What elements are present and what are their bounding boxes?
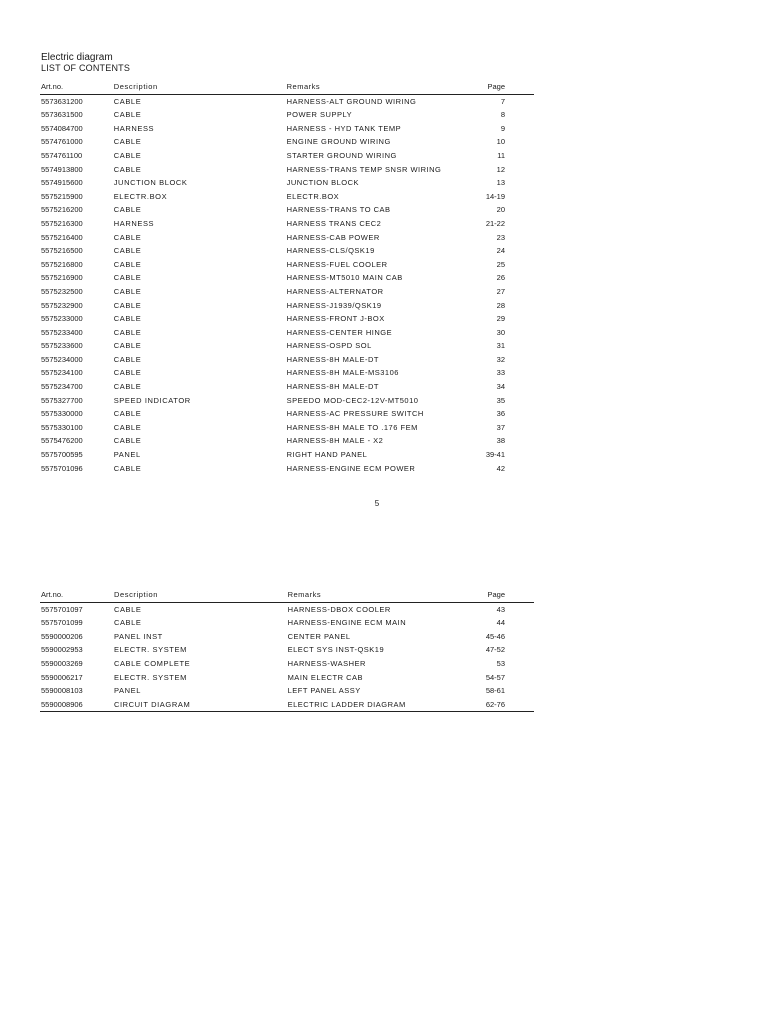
column-header-description: Description (113, 588, 287, 602)
table-row (40, 217, 534, 231)
cell-artno: 5575234700 (41, 382, 83, 392)
table-row (40, 339, 534, 353)
cell-page: 37 (496, 422, 505, 432)
cell-page: 11 (497, 150, 505, 160)
cell-artno: 5575701096 (41, 463, 83, 473)
table-row (40, 176, 534, 190)
table-row (40, 149, 534, 163)
cell-remarks: HARNESS-WASHER (287, 658, 366, 668)
cell-remarks: HARNESS-DBOX COOLER (287, 604, 391, 614)
cell-remarks: HARNESS-J1939/QSK19 (286, 300, 382, 310)
cell-remarks: JUNCTION BLOCK (286, 178, 360, 188)
cell-description: CABLE (113, 422, 142, 432)
table-row (40, 698, 534, 712)
cell-description: CABLE (113, 150, 142, 160)
cell-artno: 5574913800 (41, 164, 83, 174)
column-header-remarks: Remarks (286, 80, 485, 94)
column-header-artno: Art.no. (40, 588, 113, 602)
cell-page: 21-22 (485, 218, 505, 228)
table-row (40, 434, 534, 448)
cell-page: 10 (496, 137, 505, 147)
cell-description: CABLE (113, 137, 142, 147)
cell-artno: 5575234100 (41, 368, 83, 378)
table-row (40, 285, 534, 299)
cell-artno: 5575476200 (41, 436, 83, 446)
table-row (40, 244, 534, 258)
cell-description: PANEL INST (113, 631, 163, 641)
column-header-remarks: Remarks (287, 588, 485, 602)
cell-description: CABLE (113, 409, 142, 419)
cell-artno: 5575330100 (41, 422, 83, 432)
table-row (40, 271, 534, 285)
document-subtitle: LIST OF CONTENTS (41, 63, 131, 73)
cell-artno: 5575216200 (41, 205, 83, 215)
cell-description: CABLE (113, 300, 142, 310)
cell-remarks: HARNESS-TRANS TO CAB (286, 205, 391, 215)
document-title: Electric diagram (41, 52, 113, 63)
cell-description: CIRCUIT DIAGRAM (113, 698, 287, 712)
cell-description: CABLE (113, 618, 142, 628)
cell-page: 45-46 (485, 631, 505, 641)
table-row (40, 163, 534, 177)
cell-remarks: HARNESS TRANS CEC2 (286, 218, 382, 228)
cell-page: 20 (496, 205, 505, 215)
cell-artno: 5575701097 (41, 604, 83, 614)
cell-page: 14-19 (485, 191, 505, 201)
cell-description: PANEL (113, 686, 141, 696)
cell-remarks: HARNESS-CLS/QSK19 (286, 246, 375, 256)
table-row (40, 684, 534, 698)
cell-description: CABLE (113, 286, 142, 296)
cell-page: 39-41 (485, 450, 505, 460)
cell-page: 24 (496, 246, 505, 256)
cell-remarks: HARNESS - HYD TANK TEMP (286, 123, 402, 133)
cell-artno: 5575234000 (41, 354, 83, 364)
cell-artno: 5590008906 (40, 698, 113, 712)
table-row (40, 94, 534, 108)
column-header-artno: Art.no. (40, 80, 113, 94)
cell-description: CABLE (113, 232, 142, 242)
cell-remarks: ELECTR.BOX (286, 191, 340, 201)
cell-description: CABLE (113, 604, 142, 614)
cell-artno: 5575216900 (41, 273, 83, 283)
table-row (40, 190, 534, 204)
cell-page: 8 (500, 110, 505, 120)
cell-page: 27 (496, 286, 505, 296)
cell-description: ELECTR. SYSTEM (113, 645, 187, 655)
cell-remarks: HARNESS-MT5010 MAIN CAB (286, 273, 403, 283)
cell-page: 31 (496, 341, 505, 351)
cell-page: 62-76 (485, 698, 534, 712)
cell-remarks: HARNESS-CENTER HINGE (286, 327, 393, 337)
table-row (40, 353, 534, 367)
table-row (40, 394, 534, 408)
cell-artno: 5575233000 (41, 314, 83, 324)
cell-remarks: HARNESS-ENGINE ECM POWER (286, 463, 416, 473)
table-row (40, 231, 534, 245)
cell-remarks: ELECT SYS INST-QSK19 (287, 645, 385, 655)
cell-artno: 5575700595 (41, 450, 83, 460)
cell-remarks: ELECTRIC LADDER DIAGRAM (287, 698, 485, 712)
table-row (40, 657, 534, 671)
column-header-description: Description (113, 80, 286, 94)
cell-page: 29 (496, 314, 505, 324)
cell-page: 34 (496, 382, 505, 392)
cell-description: JUNCTION BLOCK (113, 178, 188, 188)
cell-remarks: HARNESS-8H MALE TO .176 FEM (286, 422, 418, 432)
cell-description: ELECTR.BOX (113, 191, 168, 201)
cell-remarks: HARNESS-TRANS TEMP SNSR WIRING (286, 164, 442, 174)
cell-artno: 5575701099 (41, 618, 83, 628)
cell-description: CABLE (113, 246, 142, 256)
cell-artno: 5590006217 (41, 672, 83, 682)
cell-artno: 5574761000 (41, 137, 83, 147)
cell-remarks: STARTER GROUND WIRING (286, 150, 397, 160)
cell-remarks: MAIN ELECTR CAB (287, 672, 363, 682)
cell-artno: 5575232900 (41, 300, 83, 310)
cell-description: CABLE (113, 368, 142, 378)
cell-description: SPEED INDICATOR (113, 395, 191, 405)
table-row (40, 671, 534, 685)
cell-artno: 5575216500 (41, 246, 83, 256)
cell-artno: 5575330000 (41, 409, 83, 419)
cell-artno: 5575327700 (41, 395, 83, 405)
cell-artno: 5575216300 (41, 218, 83, 228)
cell-page: 25 (496, 259, 505, 269)
cell-remarks: ENGINE GROUND WIRING (286, 137, 391, 147)
cell-artno: 5575233400 (41, 327, 83, 337)
cell-description: CABLE (113, 273, 142, 283)
table-row (40, 122, 534, 136)
table-row (40, 380, 534, 394)
cell-remarks: SPEEDO MOD-CEC2-12V-MT5010 (286, 395, 419, 405)
cell-description: CABLE (113, 110, 142, 120)
cell-page: 44 (496, 618, 505, 628)
cell-page: 38 (496, 436, 505, 446)
cell-remarks: HARNESS-8H MALE-MS3106 (286, 368, 399, 378)
cell-artno: 5590008103 (41, 686, 83, 696)
cell-description: CABLE (113, 314, 142, 324)
cell-remarks: HARNESS-8H MALE-DT (286, 354, 379, 364)
cell-remarks: HARNESS-ENGINE ECM MAIN (287, 618, 407, 628)
cell-page: 42 (496, 463, 505, 473)
cell-description: PANEL (113, 450, 141, 460)
cell-remarks: HARNESS-FRONT J-BOX (286, 314, 385, 324)
cell-description: CABLE (113, 205, 142, 215)
cell-remarks: RIGHT HAND PANEL (286, 450, 368, 460)
cell-artno: 5575216400 (41, 232, 83, 242)
cell-page: 36 (496, 409, 505, 419)
cell-artno: 5590000206 (41, 631, 83, 641)
cell-page: 47-52 (485, 645, 505, 655)
cell-page: 7 (500, 96, 505, 106)
cell-remarks: HARNESS-CAB POWER (286, 232, 380, 242)
cell-artno: 5575215900 (41, 191, 83, 201)
cell-artno: 5575233600 (41, 341, 83, 351)
cell-artno: 5574915600 (41, 178, 83, 188)
table-row (40, 203, 534, 217)
cell-description: CABLE (113, 354, 142, 364)
cell-artno: 5590002953 (41, 645, 83, 655)
cell-page: 30 (496, 327, 505, 337)
cell-page: 33 (496, 368, 505, 378)
column-header-page: Page (485, 588, 534, 602)
table-header-row (40, 588, 534, 602)
table-row (40, 643, 534, 657)
table-header-row (40, 80, 534, 94)
cell-description: CABLE (113, 259, 142, 269)
cell-description: CABLE COMPLETE (113, 658, 191, 668)
cell-page: 9 (500, 123, 505, 133)
table-row (40, 602, 534, 616)
cell-page: 53 (496, 658, 505, 668)
cell-page: 28 (496, 300, 505, 310)
cell-remarks: HARNESS-FUEL COOLER (286, 259, 388, 269)
table-row (40, 448, 534, 462)
cell-page: 54-57 (485, 672, 505, 682)
table-row (40, 326, 534, 340)
cell-artno: 5575232500 (41, 286, 83, 296)
cell-remarks: HARNESS-8H MALE - X2 (286, 436, 384, 446)
page-number: 5 (374, 499, 380, 508)
cell-page: 13 (496, 178, 505, 188)
cell-description: CABLE (113, 341, 142, 351)
table-row (40, 312, 534, 326)
cell-artno: 5574084700 (41, 123, 83, 133)
cell-description: CABLE (113, 463, 142, 473)
cell-remarks: POWER SUPPLY (286, 110, 353, 120)
cell-artno: 5590003269 (41, 658, 83, 668)
cell-description: CABLE (113, 382, 142, 392)
table-row (40, 108, 534, 122)
contents-table-2 (40, 588, 534, 712)
table-row (40, 421, 534, 435)
table-row (40, 135, 534, 149)
cell-remarks: HARNESS-AC PRESSURE SWITCH (286, 409, 424, 419)
cell-remarks: HARNESS-OSPD SOL (286, 341, 372, 351)
cell-artno: 5573631200 (41, 96, 83, 106)
cell-artno: 5575216800 (41, 259, 83, 269)
table-row (40, 462, 534, 476)
cell-page: 35 (496, 395, 505, 405)
table-row (40, 299, 534, 313)
column-header-page: Page (485, 80, 534, 94)
cell-remarks: HARNESS-8H MALE-DT (286, 382, 379, 392)
cell-remarks: HARNESS-ALT GROUND WIRING (286, 96, 417, 106)
cell-description: CABLE (113, 96, 142, 106)
cell-page: 32 (496, 354, 505, 364)
table-row (40, 407, 534, 421)
cell-artno: 5573631500 (41, 110, 83, 120)
cell-description: ELECTR. SYSTEM (113, 672, 187, 682)
cell-page: 43 (496, 604, 505, 614)
cell-page: 58-61 (485, 686, 505, 696)
cell-remarks: HARNESS-ALTERNATOR (286, 286, 384, 296)
cell-description: CABLE (113, 436, 142, 446)
cell-page: 12 (496, 164, 505, 174)
cell-description: CABLE (113, 164, 142, 174)
cell-description: CABLE (113, 327, 142, 337)
table-row (40, 366, 534, 380)
cell-remarks: CENTER PANEL (287, 631, 351, 641)
cell-description: HARNESS (113, 218, 155, 228)
table-row (40, 616, 534, 630)
cell-description: HARNESS (113, 123, 155, 133)
table-row (40, 258, 534, 272)
cell-artno: 5574761100 (41, 150, 83, 160)
table-row (40, 630, 534, 644)
cell-page: 26 (496, 273, 505, 283)
cell-remarks: LEFT PANEL ASSY (287, 686, 361, 696)
contents-table-1 (40, 80, 534, 475)
cell-page: 23 (496, 232, 505, 242)
